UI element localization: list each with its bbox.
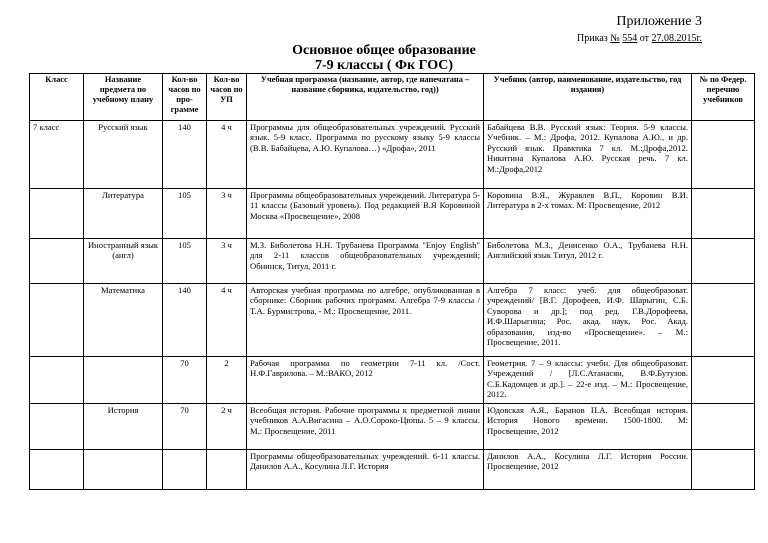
cell-subject: Русский язык [84, 121, 163, 189]
order-date: 27.08.2015г. [651, 33, 702, 44]
cell-class [30, 357, 84, 404]
document-title: Основное общее образование [292, 43, 476, 58]
cell-federal-no [692, 189, 755, 239]
cell-hours-plan: 3 ч [207, 189, 247, 239]
cell-program: Авторская учебная программа по алгебре, опубликованная в сборнике: Сборник рабочих программ. Алгебра 7-9 классы /Т.А. Бурмистрова, - М.: Просвещение, 2011. [247, 284, 484, 357]
table-row [30, 450, 755, 490]
cell-class [30, 450, 84, 490]
col-header-hours-plan: Кол-во часов по УП [207, 74, 247, 121]
cell-textbook: Коровина В.Я., Журавлев В.П., Коровин В.И. Литература в 2-х томах. М: Просвещение, 2012 [484, 189, 692, 239]
table-row [30, 189, 755, 239]
cell-hours-plan: 4 ч [207, 284, 247, 357]
cell-program: М.З. Биболетова Н.Н. Трубанева Программа "Enjoy English" для 2-11 классов общеобразовательных учреждений; Обнинск, Титул, 2011 г. [247, 239, 484, 284]
cell-program: Программы общеобразовательных учреждений. 6-11 классы. Данилов А.А., Косулина Л.Г. История [247, 450, 484, 490]
cell-program: Программы для общеобразовательных учреждений. Русский язык. 5-9 класс. Программа по русскому языку 5-9 классы (В.В. Бабайцева, А.Ю. Купалова…) «Дрофа», 2011 [247, 121, 484, 189]
cell-class [30, 239, 84, 284]
cell-federal-no [692, 404, 755, 450]
col-header-federal-no: № по Федер. перечню учебников [692, 74, 755, 121]
cell-hours-plan: 4 ч [207, 121, 247, 189]
cell-federal-no [692, 239, 755, 284]
table-row [30, 404, 755, 450]
order-from: от [639, 33, 650, 44]
cell-hours-program: 70 [163, 404, 207, 450]
order-number-sign: № [610, 33, 620, 44]
order-label: Приказ [577, 33, 608, 44]
cell-hours-program: 140 [163, 284, 207, 357]
col-header-subject: Название предмета по учебному плану [84, 74, 163, 121]
order-number: 554 [622, 33, 638, 44]
cell-hours-program: 105 [163, 239, 207, 284]
cell-class: 7 класс [30, 121, 84, 189]
table-row [30, 357, 755, 404]
cell-federal-no [692, 357, 755, 404]
cell-textbook: Биболетова М.З., Денисенко О.А., Трубанева Н.Н. Английский язык Титул, 2012 г. [484, 239, 692, 284]
cell-subject [84, 450, 163, 490]
cell-textbook: Юдовская А.Я., Баранов П.А. Всеобщая история. История Нового времени. 1500-1800. М: Просвещение, 2012 [484, 404, 692, 450]
cell-federal-no [692, 284, 755, 357]
table-row [30, 284, 755, 357]
cell-textbook: Данилов А.А., Косулина Л.Г. История России. Просвещение, 2012 [484, 450, 692, 490]
document-subtitle: 7-9 классы ( Фк ГОС) [314, 58, 454, 73]
cell-program: Всеобщая история. Рабочие программы к предметной линии учебников А.А.Вигасина – А.О.Сороко-Цюпы. 5 – 9 классы. М.: Просвещение, 2011 [247, 404, 484, 450]
cell-hours-program: 70 [163, 357, 207, 404]
appendix-label: Приложение 3 [616, 14, 702, 29]
cell-hours-program: 140 [163, 121, 207, 189]
cell-subject: Математика [84, 284, 163, 357]
cell-program: Программы общеобразовательных учреждений. Литература 5-11 классы (Базовый уровень). Под редакцией В.Я Коровиной Москва «Просвещение», 2008 [247, 189, 484, 239]
cell-program: Рабочая программа по геометрии 7-11 кл. /Сост. Н.Ф.Гаврилова. – М.:ВАКО, 2012 [247, 357, 484, 404]
cell-federal-no [692, 450, 755, 490]
document-header [577, 14, 702, 45]
col-header-textbook: Учебник (автор, наименование, издательство, год издания) [484, 74, 692, 121]
cell-textbook: Геометрия. 7 – 9 классы: учебн. Для общеобразоват. Учреждений / [Л.С.Атанасян, В.Ф.Бутузов. С.Б.Кадомцев и др.]. – 22-е изд. – М.: Просвещение, 2012. [484, 357, 692, 404]
col-header-hours-program: Кол-во часов по про-грамме [163, 74, 207, 121]
cell-class [30, 404, 84, 450]
table-header-row [30, 74, 755, 121]
cell-subject: Иностранный язык (англ) [84, 239, 163, 284]
cell-subject: Литература [84, 189, 163, 239]
table-row [30, 239, 755, 284]
cell-subject [84, 357, 163, 404]
cell-hours-program: 105 [163, 189, 207, 239]
table-row [30, 121, 755, 189]
cell-hours-plan [207, 450, 247, 490]
cell-federal-no [692, 121, 755, 189]
cell-class [30, 189, 84, 239]
cell-subject: История [84, 404, 163, 450]
curriculum-table [29, 73, 755, 490]
cell-hours-program [163, 450, 207, 490]
cell-hours-plan: 2 ч [207, 404, 247, 450]
col-header-program: Учебная программа (название, автор, где напечатана – название сборника, издательство, год)) [247, 74, 484, 121]
cell-hours-plan: 2 [207, 357, 247, 404]
cell-class [30, 284, 84, 357]
cell-textbook: Алгебра 7 класс: учеб. для общеобразоват. учреждений/ [В.Г. Дорофеев, И.Ф. Шарыгин, С.Б. Суворова и др.]; под ред. Г.В.Дорофеева, И.Ф.Шарыгина; Рос. акад. наук, Рос. Акад. образования, изд-во «Просвещение». – М.: Просвещение, 2011. [484, 284, 692, 357]
cell-hours-plan: 3 ч [207, 239, 247, 284]
col-header-class: Класс [30, 74, 84, 121]
cell-textbook: Бабайцева В.В. Русский язык: Теория. 5-9 классы. Учебник. – М.: Дрофа, 2012. Купалова А.Ю., и др. Русский язык. Правктика 7 кл. М.:Дрофа,2012. Никитина Купалова А.Ю. Русская речь. 7 кл. М.:Дрофа,2012 [484, 121, 692, 189]
